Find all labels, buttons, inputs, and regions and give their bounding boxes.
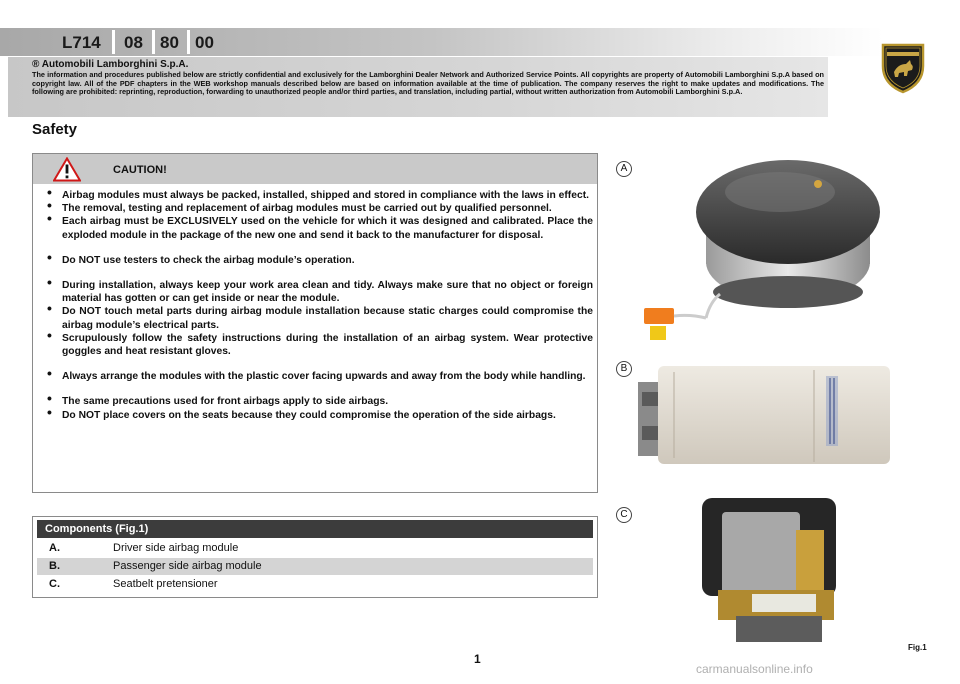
figure-marker-c: C	[616, 507, 632, 523]
component-letter: A.	[49, 542, 60, 554]
caution-item: • Do NOT place covers on the seats because they could compromise the operation of the side airbags.	[45, 409, 593, 422]
caution-list	[45, 189, 593, 422]
manual-code-group: 08	[124, 33, 143, 52]
driver-airbag-photo	[640, 152, 890, 352]
lamborghini-logo	[880, 42, 926, 94]
components-table	[32, 516, 598, 598]
caution-item: • During installation, always keep your work area clean and tidy. Always make sure that no object or foreign material has gotten or can get inside or near the module.	[45, 279, 593, 305]
caution-title: CAUTION!	[113, 164, 167, 176]
header-separator	[187, 30, 190, 54]
manual-code-model: L714	[62, 33, 101, 52]
table-row	[37, 558, 593, 575]
figure-label: Fig.1	[908, 643, 927, 652]
header-separator	[152, 30, 155, 54]
warning-icon	[53, 157, 81, 182]
table-row	[37, 576, 593, 593]
caution-item: • Scrupulously follow the safety instructions during the installation of an airbag system. Wear protective goggles and heat resistant gloves.	[45, 332, 593, 358]
components-header: Components (Fig.1)	[37, 520, 593, 538]
table-row	[37, 540, 593, 557]
manual-code-section: 00	[195, 33, 214, 52]
caution-item: • Do NOT use testers to check the airbag module’s operation.	[45, 254, 593, 267]
caution-item: • Do NOT touch metal parts during airbag module installation because static charges could compromise the airbag module’s electrical parts.	[45, 305, 593, 331]
company-name: ® Automobili Lamborghini S.p.A.	[32, 59, 189, 70]
page-number: 1	[474, 652, 481, 666]
page-title: Safety	[32, 121, 78, 138]
header-bar	[0, 28, 960, 56]
copyright-notice: The information and procedures published below are strictly confidential and exclusively for the Lamborghini Dealer Network and Authorized Service Points. All copyrights are property of Automobili Lamborghini S.p.A based on copyright law. All of the PDF chapters in the WEB workshop manuals described below are based on information available at the time of publication. The company reserves the right to make updates and modifications. The following are prohibited: reprinting, reproduction, forwarding to unauthorized people and/or third parties, and translation, including partial, without written authorization from Automobili Lamborghini S.p.A.	[32, 70, 824, 97]
caution-panel	[32, 153, 598, 493]
caution-item: • Always arrange the modules with the plastic cover facing upwards and away from the body while handling.	[45, 370, 593, 383]
component-description: Seatbelt pretensioner	[113, 578, 218, 590]
component-description: Driver side airbag module	[113, 542, 239, 554]
watermark: carmanualsonline.info	[696, 662, 813, 676]
caution-item: • Each airbag must be EXCLUSIVELY used on the vehicle for which it was designed and calibrated. Place the exploded module in the package of the new one and send it back to the manufacturer for disposal.	[45, 215, 593, 241]
component-letter: C.	[49, 578, 60, 590]
component-description: Passenger side airbag module	[113, 560, 262, 572]
caution-item: • The same precautions used for front airbags apply to side airbags.	[45, 395, 593, 408]
seatbelt-pretensioner-photo	[696, 494, 846, 644]
header-separator	[112, 30, 115, 54]
figure-marker-a: A	[616, 161, 632, 177]
component-letter: B.	[49, 560, 60, 572]
caution-header	[33, 154, 597, 184]
passenger-airbag-photo	[634, 362, 896, 472]
manual-code-subgroup: 80	[160, 33, 179, 52]
caution-item: • The removal, testing and replacement of airbag modules must be carried out by qualified personnel.	[45, 202, 593, 215]
caution-item: • Airbag modules must always be packed, installed, shipped and stored in compliance with the laws in effect.	[45, 189, 593, 202]
figure-marker-b: B	[616, 361, 632, 377]
